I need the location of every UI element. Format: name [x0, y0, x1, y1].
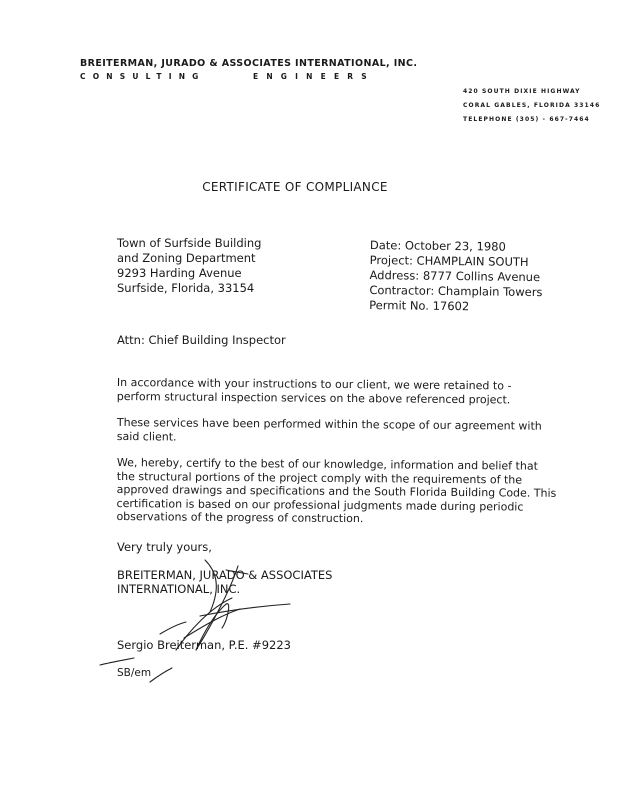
firm-address-street: 420 SOUTH DIXIE HIGHWAY: [463, 88, 581, 95]
closing-line: Very truly yours,: [117, 540, 212, 554]
firm-subtitle-engineers: ENGINEERS: [253, 72, 375, 81]
body-paragraph-3: We, hereby, certify to the best of our knowledge, information and belief that the structural portions of the project comply with the requirements of the approved drawings and specifications and the South Florida Building Code. This certification is based on our professional judgments made during periodic observations of the progress of construction.: [116, 456, 557, 526]
recipient-line: Town of Surfside Building: [117, 236, 262, 250]
firm-name: BREITERMAN, JURADO & ASSOCIATES INTERNATIONAL, INC.: [80, 58, 418, 69]
recipient-line: and Zoning Department: [117, 251, 256, 265]
document-title: CERTIFICATE OF COMPLIANCE: [202, 180, 388, 194]
recipient-line: Surfside, Florida, 33154: [117, 281, 255, 295]
detail-date: Date: October 23, 1980: [369, 238, 506, 254]
recipient-line: 9293 Harding Avenue: [117, 266, 242, 280]
body-paragraph-1: In accordance with your instructions to our client, we were retained to - perform structural inspection services on the above referenced project.: [116, 376, 512, 406]
firm-address-city: CORAL GABLES, FLORIDA 33146: [463, 102, 601, 109]
typist-initials: SB/em: [117, 667, 152, 679]
detail-address: Address: 8777 Collins Avenue: [369, 267, 541, 285]
detail-permit: Permit No. 17602: [369, 297, 470, 314]
signature-firm-line1: BREITERMAN, JURADO & ASSOCIATES: [117, 568, 333, 582]
body-paragraph-2: These services have been performed within the scope of our agreement with said client.: [116, 416, 542, 444]
firm-telephone: TELEPHONE (305) - 667-7464: [463, 116, 590, 123]
signature-firm-line2: INTERNATIONAL, INC.: [117, 582, 241, 596]
attention-line: Attn: Chief Building Inspector: [117, 333, 286, 347]
signer-name: Sergio Breiterman, P.E. #9223: [117, 638, 291, 652]
detail-project: Project: CHAMPLAIN SOUTH: [369, 252, 529, 269]
firm-subtitle-consulting: CONSULTING: [80, 72, 206, 81]
detail-contractor: Contractor: Champlain Towers: [369, 282, 543, 300]
